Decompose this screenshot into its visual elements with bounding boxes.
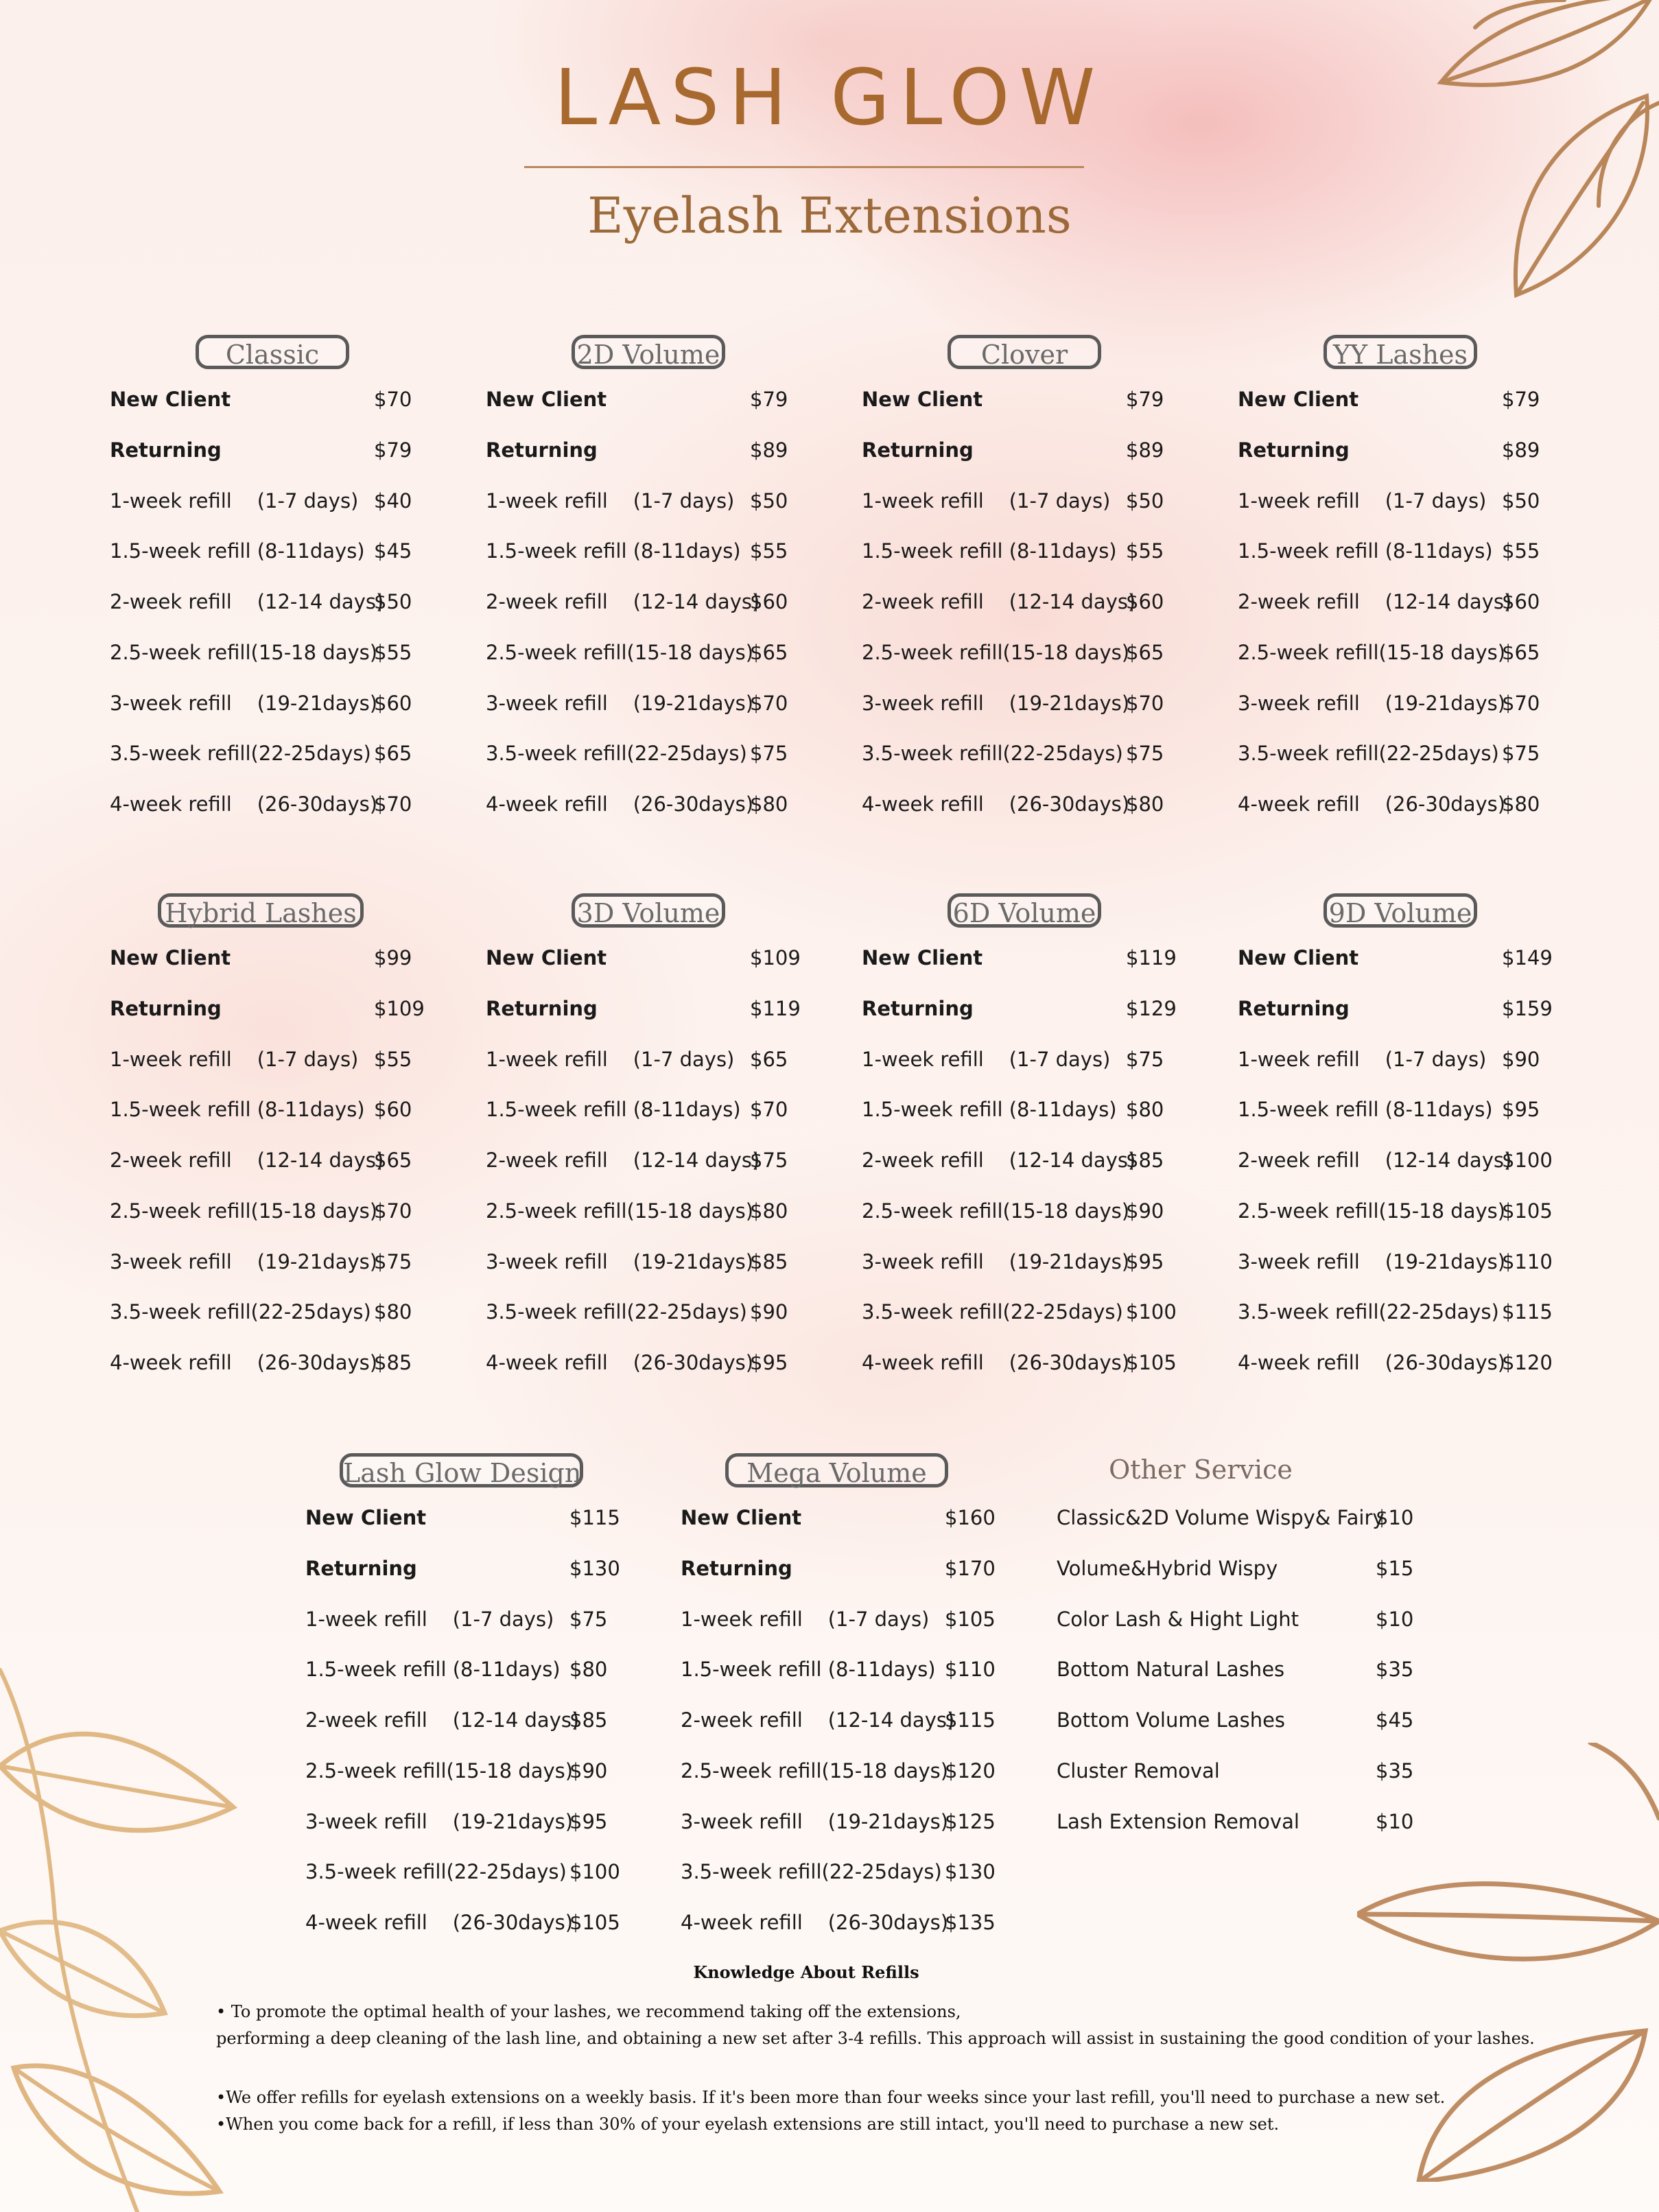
- service-label: 2-week refill (12-14 days): [486, 590, 760, 613]
- service-price: $120: [945, 1758, 996, 1782]
- service-price: $55: [1502, 539, 1540, 563]
- service-price: $85: [1126, 1149, 1164, 1172]
- service-price: $50: [750, 489, 788, 513]
- service-price: $105: [945, 1607, 996, 1631]
- service-label: 1.5-week refill (8-11days): [486, 1098, 741, 1122]
- service-price: $65: [750, 1047, 788, 1071]
- service-price: $89: [1502, 438, 1540, 462]
- page-subtitle: Eyelash Extensions: [587, 187, 1072, 244]
- service-label: 2.5-week refill(15-18 days): [862, 640, 1130, 664]
- service-label: Returning: [1238, 996, 1350, 1020]
- service-label: 1.5-week refill (8-11days): [1238, 539, 1493, 563]
- service-label: 4-week refill (26-30days): [486, 1351, 754, 1374]
- service-price: $70: [374, 792, 412, 816]
- service-label: 1-week refill (1-7 days): [486, 489, 735, 513]
- service-price: $45: [1376, 1708, 1414, 1732]
- service-label: 3.5-week refill(22-25days): [862, 1300, 1123, 1324]
- service-price: $80: [1126, 1098, 1164, 1122]
- service-label: 2.5-week refill(15-18 days): [862, 1199, 1130, 1223]
- service-price: $60: [374, 1098, 412, 1122]
- service-label: 1.5-week refill (8-11days): [110, 1098, 365, 1122]
- header-divider: [524, 166, 1084, 168]
- service-label: 3.5-week refill(22-25days): [110, 1300, 371, 1324]
- service-label: 2-week refill (12-14 days): [1238, 1149, 1512, 1172]
- leaf-decoration-top-right: [1372, 0, 1659, 316]
- service-price: $55: [1126, 539, 1164, 563]
- section-title: YY Lashes: [1323, 335, 1477, 369]
- service-price: $75: [1502, 742, 1540, 766]
- notes-line: •When you come back for a refill, if less than 30% of your eyelash extensions are still intact, you'll need to purchase a new set.: [216, 2115, 1280, 2134]
- service-label: New Client: [110, 946, 231, 969]
- service-price: $95: [1502, 1098, 1540, 1122]
- service-label: Classic&2D Volume Wispy& Fairy: [1057, 1506, 1385, 1529]
- service-label: Returning: [486, 438, 598, 462]
- service-label: 4-week refill (26-30days): [1238, 792, 1506, 816]
- service-price: $105: [1502, 1199, 1553, 1223]
- service-price: $65: [1502, 640, 1540, 664]
- service-label: Returning: [1238, 438, 1350, 462]
- service-label: Cluster Removal: [1057, 1758, 1220, 1782]
- service-price: $75: [1126, 742, 1164, 766]
- service-label: 3.5-week refill(22-25days): [681, 1860, 942, 1884]
- service-label: 3-week refill (19-21days): [862, 691, 1130, 715]
- service-label: 4-week refill (26-30days): [862, 1351, 1130, 1374]
- service-price: $99: [374, 946, 412, 969]
- service-label: Bottom Natural Lashes: [1057, 1658, 1285, 1682]
- service-label: 2.5-week refill(15-18 days): [110, 1199, 378, 1223]
- service-label: 4-week refill (26-30days): [110, 792, 378, 816]
- service-price: $40: [374, 489, 412, 513]
- notes-line: • To promote the optimal health of your lashes, we recommend taking off the extensions,: [216, 2002, 961, 2021]
- service-price: $75: [569, 1607, 608, 1631]
- service-label: New Client: [862, 388, 983, 411]
- service-label: Returning: [110, 996, 222, 1020]
- service-label: 2.5-week refill(15-18 days): [486, 1199, 754, 1223]
- service-label: Lash Extension Removal: [1057, 1809, 1299, 1833]
- service-label: 1-week refill (1-7 days): [305, 1607, 554, 1631]
- section-title: Hybrid Lashes: [158, 893, 364, 928]
- service-price: $85: [374, 1351, 412, 1374]
- service-price: $159: [1502, 996, 1553, 1020]
- service-label: 3-week refill (19-21days): [862, 1249, 1130, 1273]
- service-price: $80: [1502, 792, 1540, 816]
- service-price: $10: [1376, 1607, 1414, 1631]
- service-price: $55: [750, 539, 788, 563]
- service-price: $129: [1126, 996, 1177, 1020]
- service-price: $89: [1126, 438, 1164, 462]
- service-price: $90: [569, 1758, 608, 1782]
- service-label: New Client: [1238, 946, 1359, 969]
- leaf-decoration-bottom-left: [0, 1643, 247, 2212]
- service-label: 3.5-week refill(22-25days): [305, 1860, 567, 1884]
- service-price: $60: [374, 691, 412, 715]
- section-title: 6D Volume: [948, 893, 1101, 928]
- service-price: $70: [750, 691, 788, 715]
- service-label: 1-week refill (1-7 days): [862, 1047, 1111, 1071]
- service-label: 2-week refill (12-14 days): [486, 1149, 760, 1172]
- service-label: 2-week refill (12-14 days): [862, 1149, 1136, 1172]
- service-label: 3-week refill (19-21days): [486, 691, 754, 715]
- service-label: Returning: [862, 438, 974, 462]
- service-label: 4-week refill (26-30days): [862, 792, 1130, 816]
- service-label: 2-week refill (12-14 days): [305, 1708, 580, 1732]
- service-label: New Client: [305, 1506, 427, 1529]
- service-label: 2.5-week refill(15-18 days): [681, 1758, 949, 1782]
- section-title: 3D Volume: [572, 893, 725, 928]
- service-label: 3.5-week refill(22-25days): [486, 742, 747, 766]
- service-label: 2.5-week refill(15-18 days): [1238, 640, 1506, 664]
- notes-line: •We offer refills for eyelash extensions on a weekly basis. If it's been more than four weeks since your last refill, you'll need to purchase a new set.: [216, 2088, 1446, 2107]
- service-price: $85: [569, 1708, 608, 1732]
- service-price: $79: [1126, 388, 1164, 411]
- service-label: 3-week refill (19-21days): [110, 1249, 378, 1273]
- notes-heading: Knowledge About Refills: [693, 1962, 919, 1982]
- service-price: $79: [750, 388, 788, 411]
- service-label: 1-week refill (1-7 days): [110, 1047, 359, 1071]
- service-price: $60: [1126, 590, 1164, 613]
- service-price: $120: [1502, 1351, 1553, 1374]
- service-label: Returning: [486, 996, 598, 1020]
- service-price: $35: [1376, 1758, 1414, 1782]
- service-price: $70: [374, 1199, 412, 1223]
- section-title: 2D Volume: [572, 335, 725, 369]
- section-title: Classic: [196, 335, 349, 369]
- service-price: $160: [945, 1506, 996, 1529]
- service-label: New Client: [486, 388, 607, 411]
- service-label: New Client: [110, 388, 231, 411]
- service-label: Bottom Volume Lashes: [1057, 1708, 1286, 1732]
- service-price: $70: [1502, 691, 1540, 715]
- service-label: 2.5-week refill(15-18 days): [1238, 1199, 1506, 1223]
- service-label: Returning: [862, 996, 974, 1020]
- service-label: 4-week refill (26-30days): [681, 1911, 949, 1934]
- service-label: 1-week refill (1-7 days): [486, 1047, 735, 1071]
- service-price: $60: [1502, 590, 1540, 613]
- service-label: 3.5-week refill(22-25days): [486, 1300, 747, 1324]
- service-price: $70: [374, 388, 412, 411]
- service-price: $109: [750, 946, 801, 969]
- service-label: 3-week refill (19-21days): [110, 691, 378, 715]
- service-price: $135: [945, 1911, 996, 1934]
- service-label: 1.5-week refill (8-11days): [486, 539, 741, 563]
- service-price: $95: [1126, 1249, 1164, 1273]
- service-label: 3.5-week refill(22-25days): [862, 742, 1123, 766]
- service-price: $10: [1376, 1506, 1414, 1529]
- service-label: 2.5-week refill(15-18 days): [305, 1758, 574, 1782]
- service-price: $115: [1502, 1300, 1553, 1324]
- service-price: $50: [374, 590, 412, 613]
- service-price: $170: [945, 1556, 996, 1580]
- service-label: 2-week refill (12-14 days): [681, 1708, 955, 1732]
- service-price: $75: [374, 1249, 412, 1273]
- service-label: 1.5-week refill (8-11days): [862, 1098, 1117, 1122]
- service-price: $125: [945, 1809, 996, 1833]
- service-label: 3.5-week refill(22-25days): [110, 742, 371, 766]
- section-title: Other Service: [1109, 1455, 1293, 1485]
- service-price: $80: [750, 1199, 788, 1223]
- service-price: $70: [750, 1098, 788, 1122]
- section-title: Mega Volume: [725, 1453, 948, 1487]
- service-price: $149: [1502, 946, 1553, 969]
- service-price: $79: [1502, 388, 1540, 411]
- service-price: $115: [945, 1708, 996, 1732]
- service-price: $100: [1126, 1300, 1177, 1324]
- service-price: $130: [569, 1556, 620, 1580]
- service-label: 3-week refill (19-21days): [305, 1809, 574, 1833]
- service-label: Volume&Hybrid Wispy: [1057, 1556, 1278, 1580]
- service-price: $79: [374, 438, 412, 462]
- service-price: $100: [569, 1860, 620, 1884]
- service-price: $80: [1126, 792, 1164, 816]
- service-price: $50: [1126, 489, 1164, 513]
- service-label: 4-week refill (26-30days): [486, 792, 754, 816]
- service-price: $110: [945, 1658, 996, 1682]
- service-label: 1-week refill (1-7 days): [862, 489, 1111, 513]
- service-label: 3-week refill (19-21days): [486, 1249, 754, 1273]
- service-price: $80: [569, 1658, 608, 1682]
- service-price: $100: [1502, 1149, 1553, 1172]
- service-label: 2-week refill (12-14 days): [1238, 590, 1512, 613]
- brand-title: LASH GLOW: [554, 54, 1105, 143]
- service-label: 1-week refill (1-7 days): [681, 1607, 930, 1631]
- service-label: 1.5-week refill (8-11days): [305, 1658, 561, 1682]
- service-price: $105: [1126, 1351, 1177, 1374]
- service-price: $119: [750, 996, 801, 1020]
- service-price: $65: [374, 742, 412, 766]
- service-label: New Client: [486, 946, 607, 969]
- service-label: 2-week refill (12-14 days): [110, 590, 384, 613]
- service-price: $65: [1126, 640, 1164, 664]
- service-label: Returning: [305, 1556, 417, 1580]
- service-price: $65: [750, 640, 788, 664]
- service-price: $75: [1126, 1047, 1164, 1071]
- service-price: $50: [1502, 489, 1540, 513]
- service-label: 3-week refill (19-21days): [1238, 1249, 1506, 1273]
- service-label: 3.5-week refill(22-25days): [1238, 742, 1499, 766]
- service-price: $80: [750, 792, 788, 816]
- service-label: 1-week refill (1-7 days): [1238, 489, 1487, 513]
- service-price: $60: [750, 590, 788, 613]
- service-label: 2-week refill (12-14 days): [862, 590, 1136, 613]
- service-label: New Client: [681, 1506, 802, 1529]
- service-price: $65: [374, 1149, 412, 1172]
- service-price: $90: [1502, 1047, 1540, 1071]
- service-price: $115: [569, 1506, 620, 1529]
- service-label: Color Lash & Hight Light: [1057, 1607, 1299, 1631]
- service-price: $130: [945, 1860, 996, 1884]
- service-price: $75: [750, 1149, 788, 1172]
- service-label: 1.5-week refill (8-11days): [1238, 1098, 1493, 1122]
- notes-line: performing a deep cleaning of the lash line, and obtaining a new set after 3-4 refills. This approach will assist in sustaining the good condition of your lashes.: [216, 2029, 1535, 2048]
- service-price: $15: [1376, 1556, 1414, 1580]
- section-title: Lash Glow Design: [340, 1453, 583, 1487]
- service-price: $110: [1502, 1249, 1553, 1273]
- service-label: Returning: [110, 438, 222, 462]
- service-price: $45: [374, 539, 412, 563]
- service-price: $89: [750, 438, 788, 462]
- service-label: 4-week refill (26-30days): [305, 1911, 574, 1934]
- service-price: $95: [569, 1809, 608, 1833]
- service-price: $90: [1126, 1199, 1164, 1223]
- service-label: 2.5-week refill(15-18 days): [110, 640, 378, 664]
- section-title: Clover: [948, 335, 1101, 369]
- service-label: 3-week refill (19-21days): [1238, 691, 1506, 715]
- service-price: $85: [750, 1249, 788, 1273]
- service-label: Returning: [681, 1556, 792, 1580]
- service-label: 1-week refill (1-7 days): [1238, 1047, 1487, 1071]
- service-label: New Client: [1238, 388, 1359, 411]
- service-price: $80: [374, 1300, 412, 1324]
- service-label: 4-week refill (26-30days): [110, 1351, 378, 1374]
- service-label: 2.5-week refill(15-18 days): [486, 640, 754, 664]
- service-price: $119: [1126, 946, 1177, 969]
- service-label: 1.5-week refill (8-11days): [681, 1658, 936, 1682]
- service-price: $95: [750, 1351, 788, 1374]
- service-price: $55: [374, 1047, 412, 1071]
- section-title: 9D Volume: [1323, 893, 1477, 928]
- service-price: $70: [1126, 691, 1164, 715]
- service-price: $35: [1376, 1658, 1414, 1682]
- service-label: New Client: [862, 946, 983, 969]
- service-label: 1.5-week refill (8-11days): [862, 539, 1117, 563]
- service-price: $90: [750, 1300, 788, 1324]
- service-price: $109: [374, 996, 425, 1020]
- service-price: $105: [569, 1911, 620, 1934]
- service-label: 1.5-week refill (8-11days): [110, 539, 365, 563]
- service-label: 4-week refill (26-30days): [1238, 1351, 1506, 1374]
- service-label: 1-week refill (1-7 days): [110, 489, 359, 513]
- service-price: $75: [750, 742, 788, 766]
- service-label: 3.5-week refill(22-25days): [1238, 1300, 1499, 1324]
- service-price: $55: [374, 640, 412, 664]
- service-label: 3-week refill (19-21days): [681, 1809, 949, 1833]
- service-label: 2-week refill (12-14 days): [110, 1149, 384, 1172]
- service-price: $10: [1376, 1809, 1414, 1833]
